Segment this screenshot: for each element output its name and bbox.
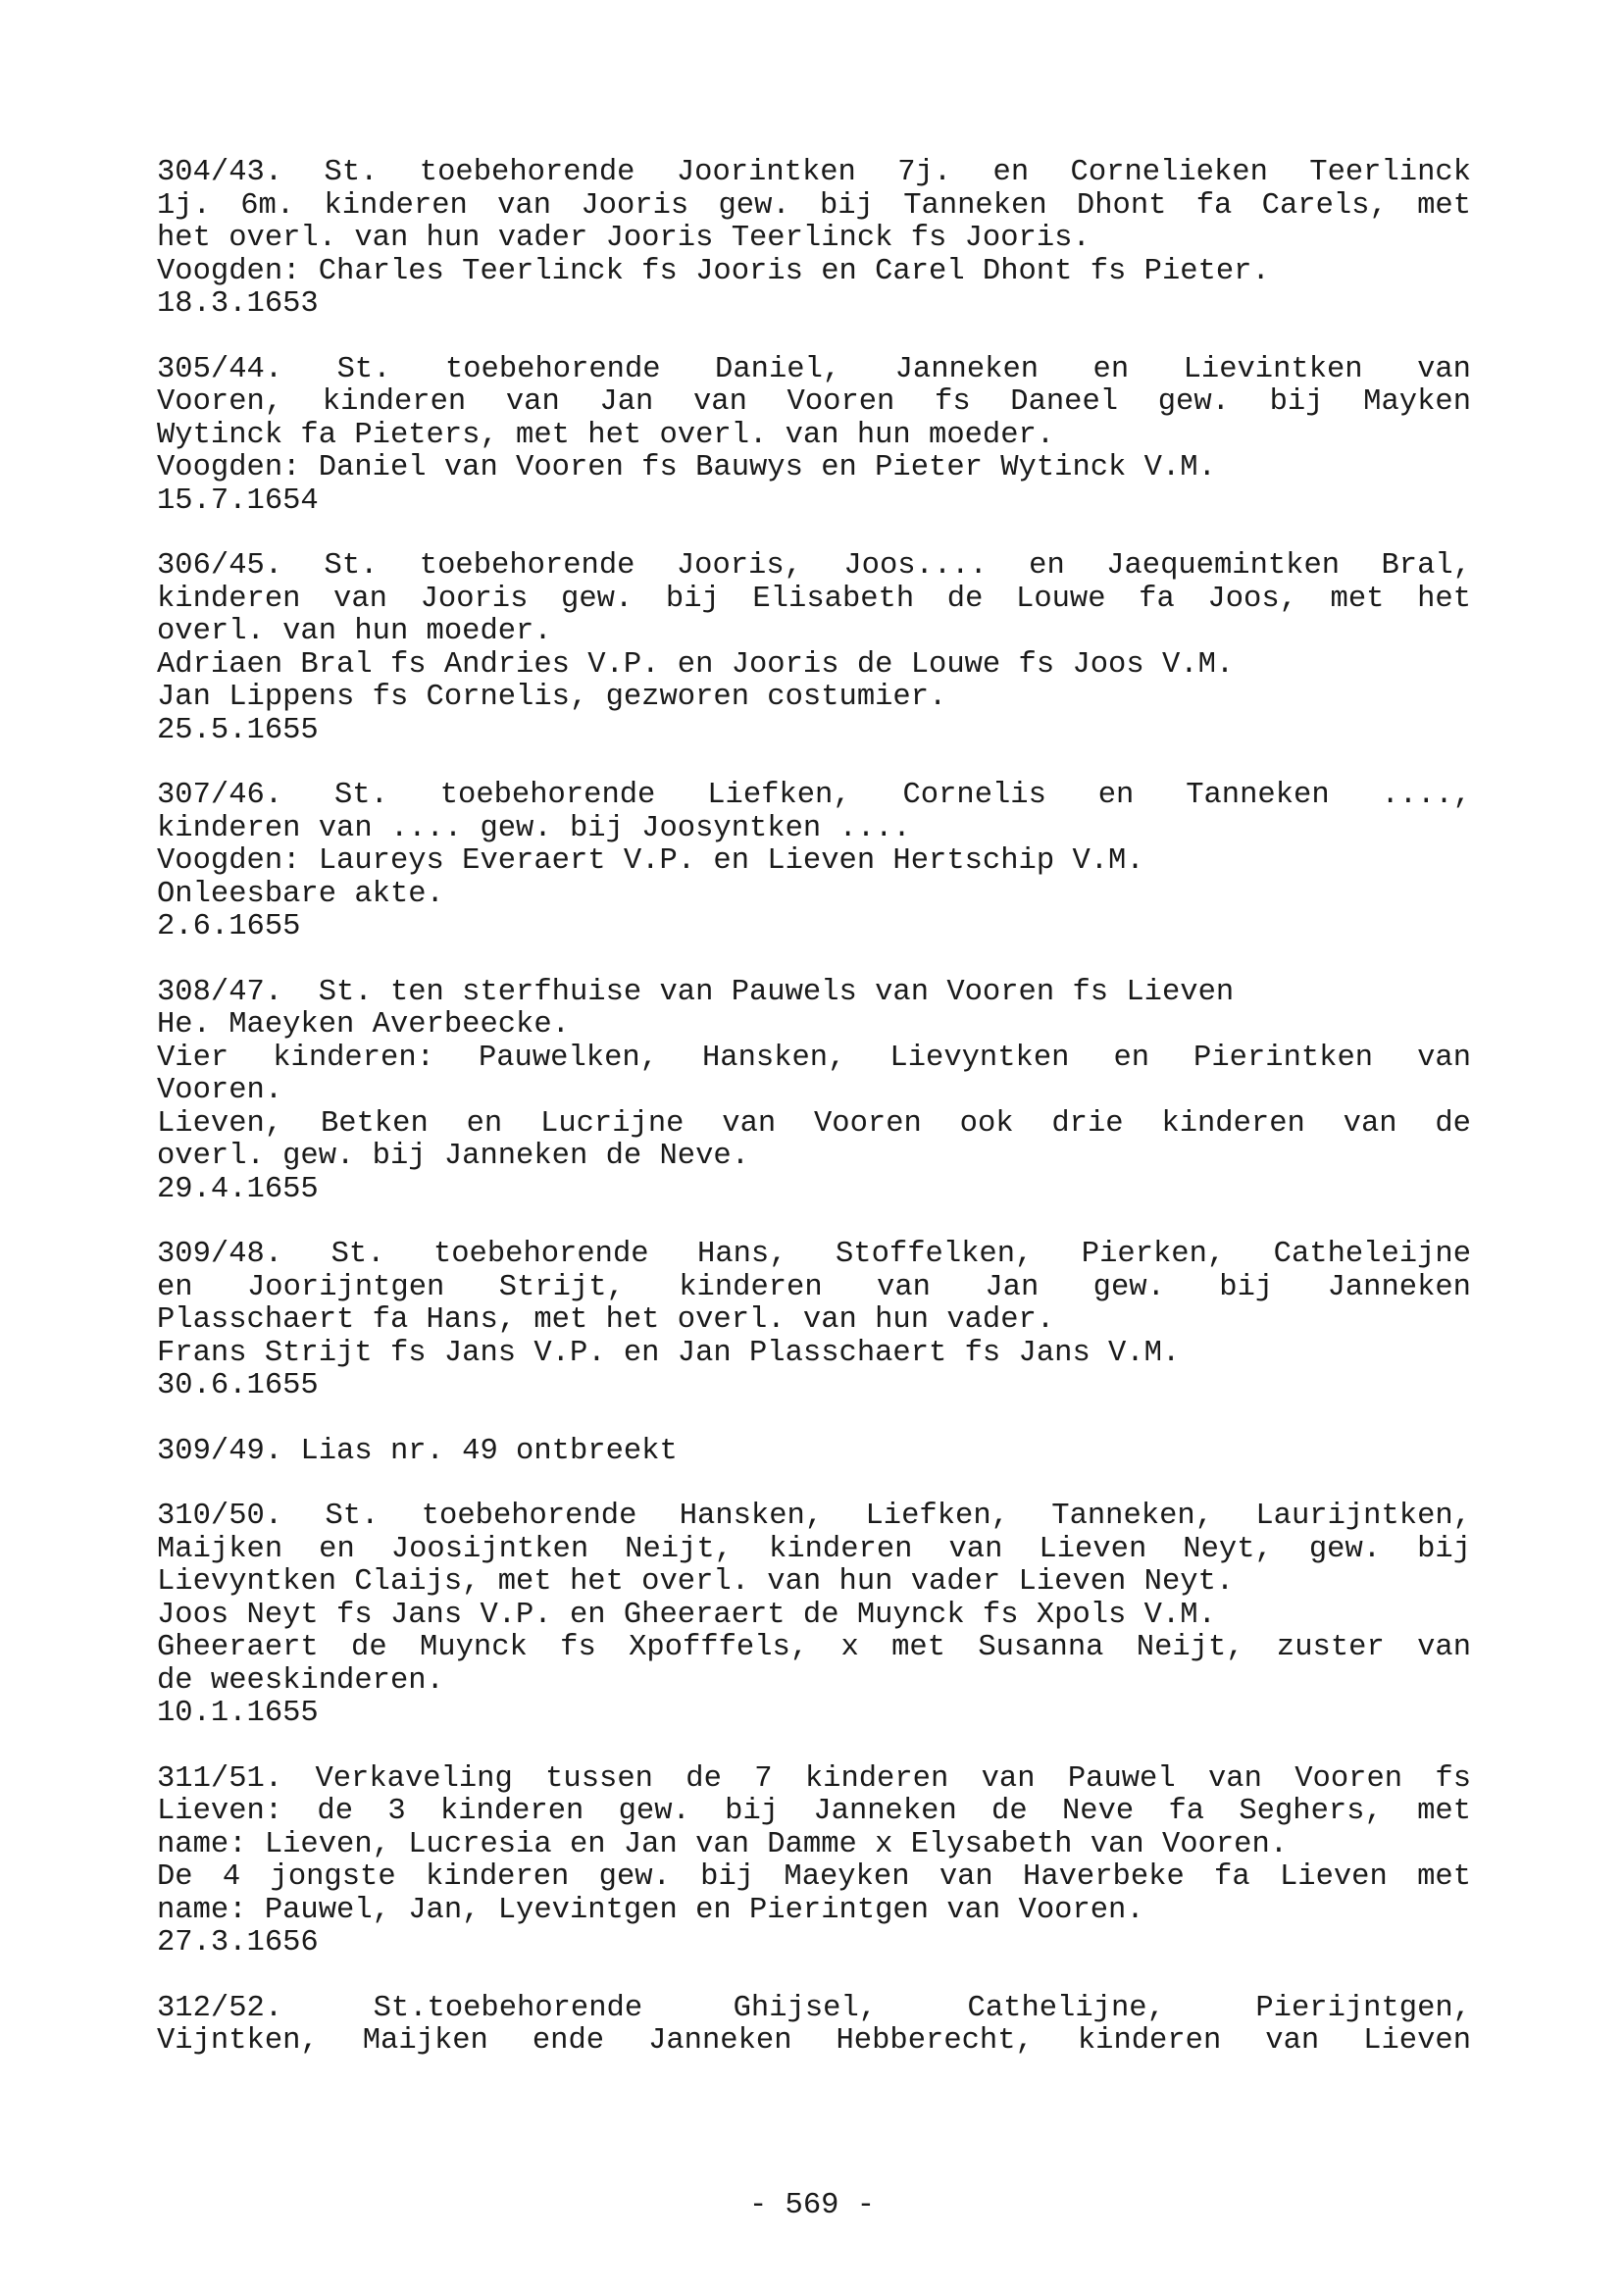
entry-line: 15.7.1654	[157, 484, 319, 518]
entry-line: Jan Lippens fs Cornelis, gezworen costumier.	[157, 681, 947, 714]
entry-line: 10.1.1655	[157, 1697, 319, 1730]
entry	[157, 157, 1471, 322]
entry-line: 311/51. Verkaveling tussen de 7 kinderen van Pauwel van Vooren fs	[157, 1761, 1471, 1796]
entry-line: 308/47. St. ten sterfhuise van Pauwels van Vooren fs Lieven	[157, 975, 1235, 1009]
entry-line: 30.6.1655	[157, 1369, 319, 1402]
entry-line: name: Lieven, Lucresia en Jan van Damme x Elysabeth van Vooren.	[157, 1827, 1289, 1861]
entry-line: De 4 jongste kinderen gew. bij Maeyken van Haverbeke fa Lieven met	[157, 1860, 1471, 1894]
entry-line: 29.4.1655	[157, 1172, 319, 1206]
entry-line: Voogden: Charles Teerlinck fs Jooris en Carel Dhont fs Pieter.	[157, 254, 1270, 288]
entry-line: 312/52. St.toebehorende Ghijsel, Cathelijne, Pierijntgen,	[157, 1991, 1471, 2025]
entry-line: Frans Strijt fs Jans V.P. en Jan Plasschaert fs Jans V.M.	[157, 1336, 1181, 1370]
entry-line: Vooren, kinderen van Jan van Vooren fs Daneel gew. bij Mayken	[157, 385, 1471, 419]
entry-line: overl. gew. bij Janneken de Neve.	[157, 1140, 749, 1173]
entry-line: Lieven: de 3 kinderen gew. bij Janneken de Neve fa Seghers, met	[157, 1795, 1471, 1828]
page-number: - 569 -	[748, 2189, 876, 2222]
entry-line: Vijntken, Maijken ende Janneken Hebberecht, kinderen van Lieven	[157, 2024, 1471, 2058]
entry-line: 306/45. St. toebehorende Jooris, Joos.... en Jaequemintken Bral,	[157, 549, 1471, 583]
entry-line: Wytinck fa Pieters, met het overl. van hun moeder.	[157, 418, 1055, 452]
entry-line: overl. van hun moeder.	[157, 615, 552, 648]
entry-line: name: Pauwel, Jan, Lyevintgen en Pierintgen van Vooren.	[157, 1893, 1144, 1927]
entry-line: het overl. van hun vader Jooris Teerlinck fs Jooris.	[157, 222, 1091, 255]
entry-line: en Joorijntgen Strijt, kinderen van Jan gew. bij Janneken	[157, 1270, 1471, 1304]
entry-line: 25.5.1655	[157, 713, 319, 747]
entry-line: 307/46. St. toebehorende Liefken, Cornelis en Tanneken ....,	[157, 779, 1471, 812]
entry-line: 305/44. St. toebehorende Daniel, Janneken en Lievintken van	[157, 352, 1471, 386]
entry-line: 1j. 6m. kinderen van Jooris gew. bij Tanneken Dhont fa Carels, met	[157, 188, 1471, 223]
entry	[157, 354, 1471, 519]
entry-line: 309/48. St. toebehorende Hans, Stoffelken, Pierken, Catheleijne	[157, 1238, 1471, 1271]
entry-line: 310/50. St. toebehorende Hansken, Liefken, Tanneken, Laurijntken,	[157, 1500, 1471, 1533]
entry	[157, 550, 1471, 747]
entry-line: 304/43. St. toebehorende Joorintken 7j. en Cornelieken Teerlinck	[157, 156, 1471, 189]
entry-line: 27.3.1656	[157, 1926, 319, 1960]
entries-list	[157, 157, 1471, 2091]
entry-line: kinderen van Jooris gew. bij Elisabeth de Louwe fa Joos, met het	[157, 582, 1471, 616]
entry-line: de weeskinderen.	[157, 1663, 444, 1698]
entry	[157, 1993, 1471, 2059]
entry-line: 2.6.1655	[157, 910, 301, 943]
entry-line: Maijken en Joosijntken Neijt, kinderen van Lieven Neyt, gew. bij	[157, 1532, 1471, 1566]
entry-line: kinderen van .... gew. bij Joosyntken ....	[157, 811, 911, 845]
entry-line: Lieven, Betken en Lucrijne van Vooren ook drie kinderen van de	[157, 1106, 1471, 1141]
entry-line: Lievyntken Claijs, met het overl. van hun vader Lieven Neyt.	[157, 1565, 1235, 1599]
entry-line: Plasschaert fa Hans, met het overl. van hun vader.	[157, 1303, 1055, 1337]
entry	[157, 1501, 1471, 1731]
entry-line: Vooren.	[157, 1074, 283, 1107]
entry-line: 309/49. Lias nr. 49 ontbreekt	[157, 1434, 678, 1468]
entry-line: Voogden: Daniel van Vooren fs Bauwys en Pieter Wytinck V.M.	[157, 451, 1216, 484]
entry-line: 18.3.1653	[157, 287, 319, 321]
entry	[157, 1436, 1471, 1469]
entry-line: He. Maeyken Averbeecke.	[157, 1008, 570, 1042]
entry-line: Vier kinderen: Pauwelken, Hansken, Lievyntken en Pierintken van	[157, 1041, 1471, 1075]
entry	[157, 780, 1471, 944]
entry	[157, 1239, 1471, 1403]
entry-line: Adriaen Bral fs Andries V.P. en Jooris de Louwe fs Joos V.M.	[157, 647, 1235, 682]
entry-line: Gheeraert de Muynck fs Xpofffels, x met Susanna Neijt, zuster van	[157, 1631, 1471, 1664]
entry-line: Voogden: Laureys Everaert V.P. en Lieven Hertschip V.M.	[157, 844, 1144, 878]
entry	[157, 977, 1471, 1207]
entry-line: Joos Neyt fs Jans V.P. en Gheeraert de Muynck fs Xpols V.M.	[157, 1598, 1216, 1632]
entry-line: Onleesbare akte.	[157, 877, 444, 911]
entry	[157, 1763, 1471, 1960]
